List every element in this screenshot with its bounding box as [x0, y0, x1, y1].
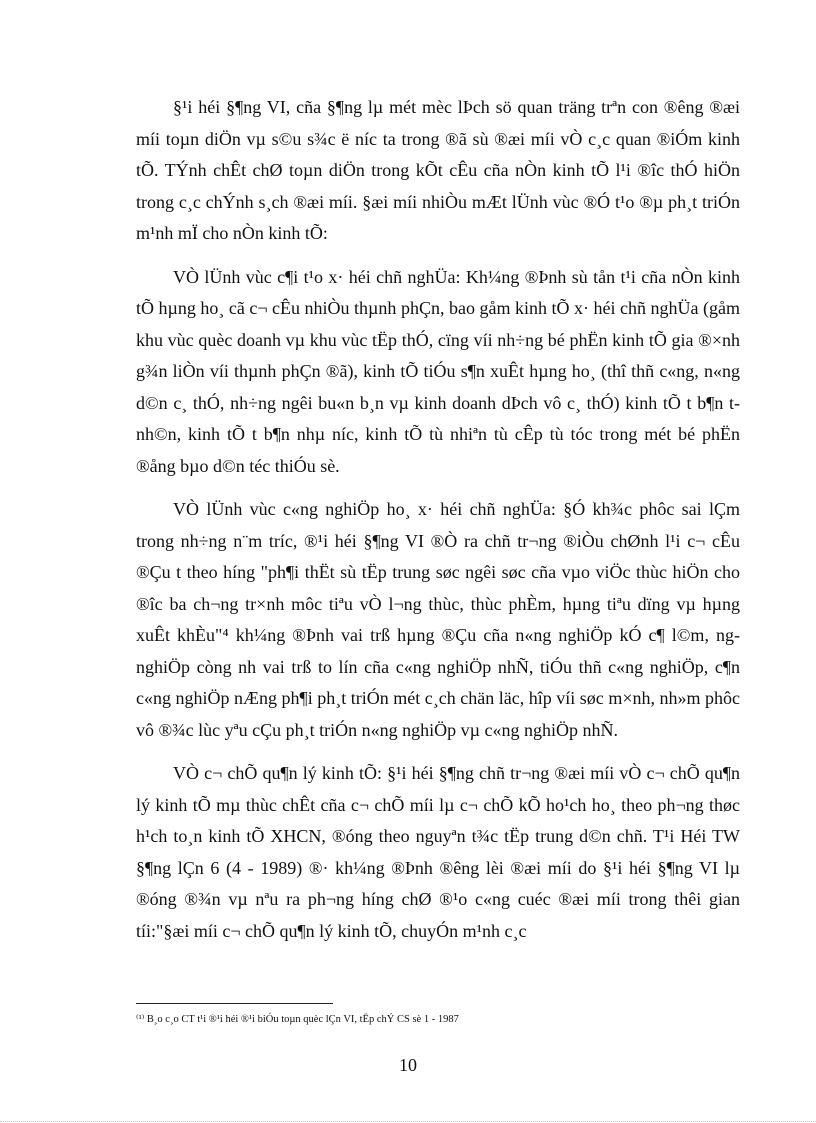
paragraph-4: VÒ c¬ chÕ qu¶n lý kinh tÕ: §¹i héi §¶ng chñ tr¬ng ®æi míi vÒ c¬ chÕ qu¶n lý kinh tÕ mµ thùc chÊt cña c¬ chÕ míi lµ c¬ chÕ kÕ ho¹ch ho¸ theo ph¬ng thøc h¹ch to¸n kinh tÕ XHCN, ®óng theo nguyªn t¾c tËp trung d©n chñ. T¹i Héi TW §¶ng lÇn 6 (4 - 1989) ®· kh¼ng ®Þnh ®êng lèi ®æi míi do §¹i héi §¶ng VI lµ ®óng ®¾n vµ nªu ra ph¬ng híng chØ ®¹o c«ng cuéc ®æi míi trong thêi gian tíi:"§æi míi c¬ chÕ qu¶n lý kinh tÕ, chuyÓn m¹nh c¸c [136, 763, 740, 941]
paragraph-2: VÒ lÜnh vùc c¶i t¹o x· héi chñ nghÜa: Kh¼ng ®Þnh sù tån t¹i cña nÒn kinh tÕ hµng ho¸ cã c¬ cÊu nhiÒu thµnh phÇn, bao gåm kinh tÕ x· héi chñ nghÜa (gåm khu vùc quèc doanh vµ khu vùc tËp thÓ, cïng víi nh÷ng bé phËn kinh tÕ gia ®×nh g¾n liÒn víi thµnh phÇn ®ã), kinh tÕ tiÓu s¶n xuÊt hµng ho¸ (thî thñ c«ng, n«ng d©n c¸ thÓ, nh÷ng ngêi bu«n b¸n vµ kinh doanh dÞch vô c¸ thÓ) kinh tÕ t b¶n t nh©n, kinh tÕ t b¶n nhµ níc, kinh tÕ tù nhiªn tù cÊp tù tóc trong mét bé phËn ®ång bµo d©n téc thiÓu sè. [136, 266, 740, 476]
page-bottom-edge [0, 1121, 816, 1122]
page-number: 10 [399, 1055, 417, 1075]
paragraph-1: §¹i héi §¶ng VI, cña §¶ng lµ mét mèc lÞch sö quan träng trªn con ®êng ®æi míi toµn diÖn vµ s©u s¾c ë níc ta trong ®ã sù ®æi míi vÒ c¸c quan ®iÓm kinh tÕ. TÝnh chÊt chØ toµn diÖn trong kÕt cÊu cña nÒn kinh tÕ l¹i ®îc thÓ hiÖn trong c¸c chÝnh s¸ch ®æi míi. §æi míi nhiÒu mÆt lÜnh vùc ®Ó t¹o ®µ ph¸t triÓn m¹nh mÏ cho nÒn kinh tÕ: [136, 97, 740, 243]
footnote-separator [136, 1003, 333, 1004]
body-text [136, 92, 740, 959]
paragraph-3: VÒ lÜnh vùc c«ng nghiÖp ho¸ x· héi chñ nghÜa: §Ó kh¾c phôc sai lÇm trong nh÷ng n¨m tríc, ®¹i héi §¶ng VI ®Ò ra chñ tr¬ng ®iÒu chØnh l¹i c¬ cÊu ®Çu t theo híng "ph¶i thËt sù tËp trung søc ngêi søc cña vµo viÖc thùc hiÖn cho ®îc ba ch¬ng tr×nh môc tiªu vÒ l¬ng thùc, thùc phÈm, hµng tiªu dïng vµ hµng xuÊt khÈu"⁴ kh¼ng ®Þnh vai trß hµng ®Çu cña n«ng nghiÖp kÓ c¶ l©m, ng nghiÖp còng nh vai trß to lín cña c«ng nghiÖp nhÑ, tiÓu thñ c«ng nghiÖp, c¶n c«ng nghiÖp nÆng ph¶i ph¸t triÓn mét c¸ch chän läc, hîp víi søc m×nh, nh»m phôc vô ®¾c lùc yªu cÇu ph¸t triÓn n«ng nghiÖp vµ c«ng nghiÖp nhÑ. [136, 499, 740, 740]
footnote: ⁽¹⁾ B¸o c¸o CT t¹i ®¹i héi ®¹i biÓu toµn quèc lÇn VI, tËp chÝ CS sè 1 - 1987 [136, 1014, 459, 1025]
